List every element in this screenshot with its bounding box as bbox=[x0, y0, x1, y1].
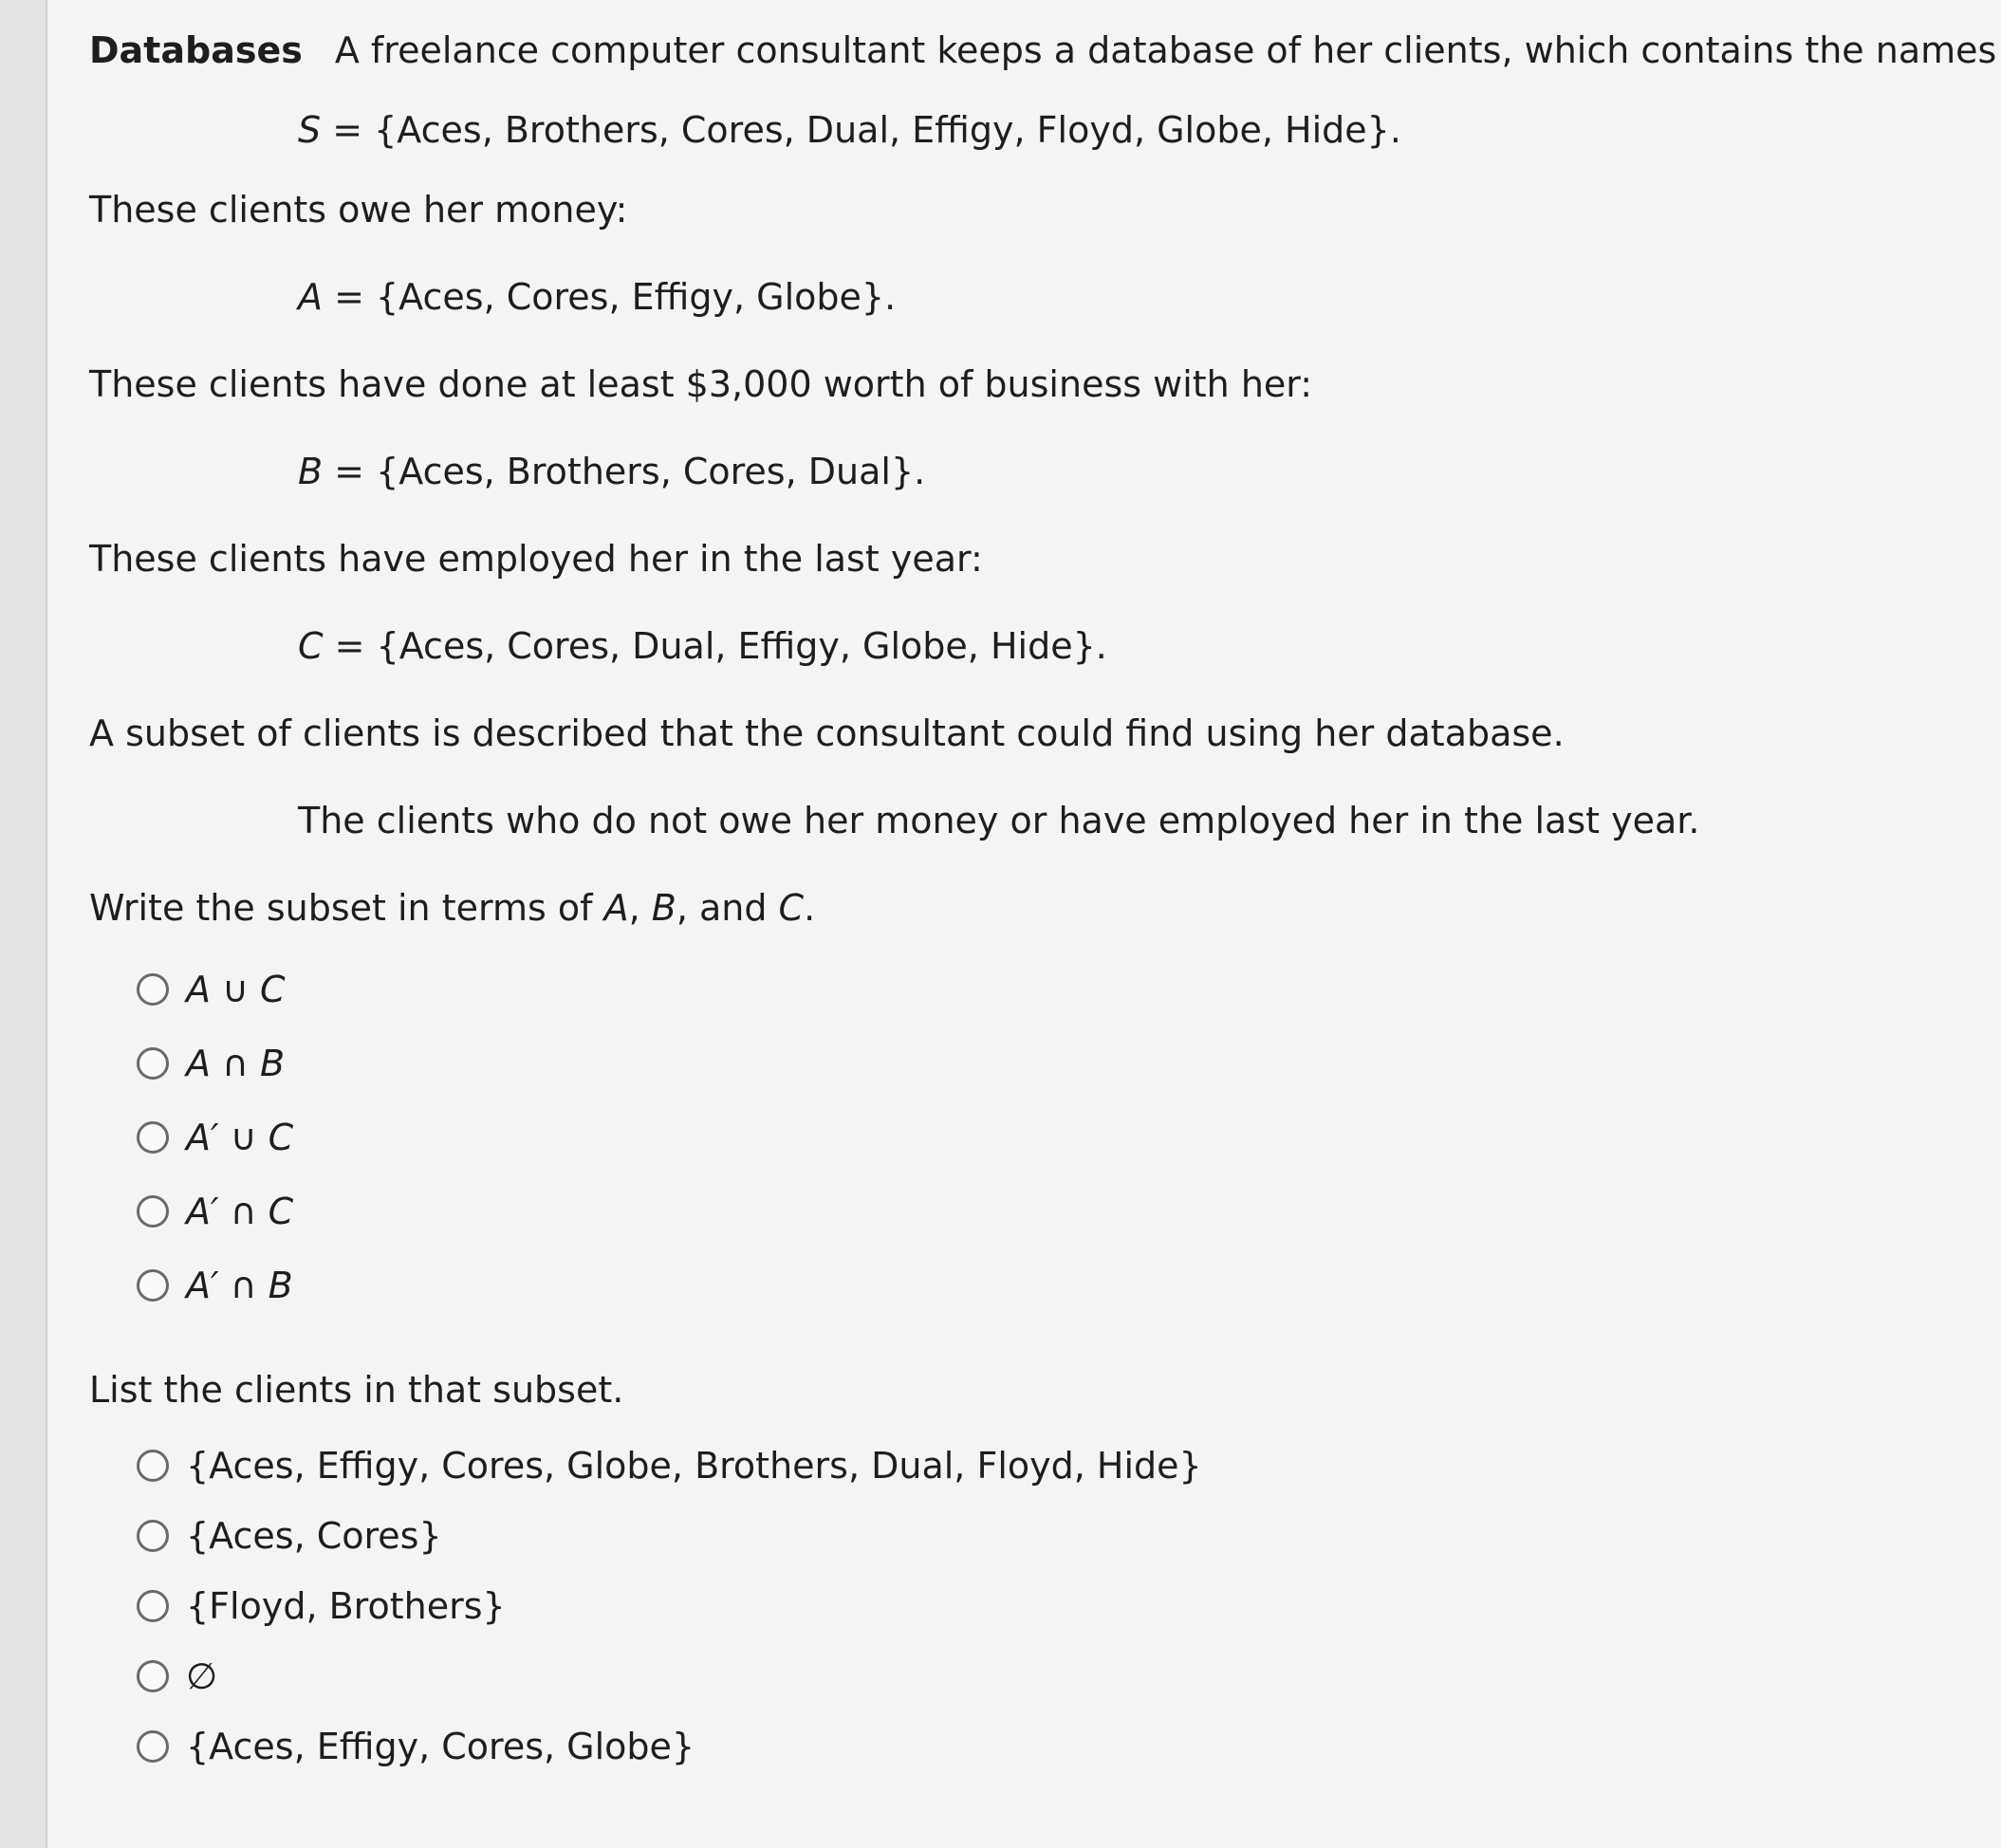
q2-option-label: {Aces, Effigy, Cores, Globe, Brothers, Dual, Floyd, Hide} bbox=[186, 1445, 1202, 1487]
question-content bbox=[89, 28, 1997, 1782]
q1-option-label: A ∩ B bbox=[186, 1043, 286, 1084]
topic-label: Databases bbox=[89, 29, 303, 71]
owe-text: These clients owe her money: bbox=[89, 189, 628, 231]
set-s bbox=[89, 108, 1987, 152]
q1-option-3[interactable] bbox=[137, 1100, 1987, 1174]
radio-button-icon[interactable] bbox=[137, 1590, 169, 1622]
question-page bbox=[46, 0, 2001, 1848]
radio-button-icon[interactable] bbox=[137, 1730, 169, 1763]
q1-sep2: , and bbox=[676, 887, 779, 929]
set-b-elements: = {Aces, Brothers, Cores, Dual}. bbox=[323, 451, 926, 492]
q1-option-label: A′ ∩ C bbox=[186, 1191, 294, 1232]
intro-text: A freelance computer consultant keeps a database of her clients, which contains the names bbox=[334, 29, 1997, 71]
q1-var-b: B bbox=[651, 887, 676, 929]
q1-option-1[interactable] bbox=[137, 952, 1987, 1026]
question1-options bbox=[89, 952, 1987, 1322]
radio-button-icon[interactable] bbox=[137, 1269, 169, 1302]
radio-button-icon[interactable] bbox=[137, 1660, 169, 1692]
q1-option-label: A ∪ C bbox=[186, 969, 286, 1010]
q1-prompt-text: Write the subset in terms of bbox=[89, 887, 604, 929]
q1-option-label: A′ ∩ B bbox=[186, 1265, 293, 1306]
set-c-elements: = {Aces, Cores, Dual, Effigy, Globe, Hide}. bbox=[323, 625, 1107, 667]
question2-prompt: List the clients in that subset. bbox=[89, 1369, 624, 1411]
business-text: These clients have done at least $3,000 worth of business with her: bbox=[89, 363, 1313, 405]
q2-option-1[interactable] bbox=[137, 1431, 1987, 1501]
q2-option-4[interactable] bbox=[137, 1641, 1987, 1711]
subset-text: A subset of clients is described that the consultant could find using her database. bbox=[89, 712, 1565, 754]
subset-description: The clients who do not owe her money or have employed her in the last year. bbox=[298, 800, 1700, 841]
radio-button-icon[interactable] bbox=[137, 1520, 169, 1552]
employed-text: These clients have employed her in the last year: bbox=[89, 538, 983, 580]
q1-option-2[interactable] bbox=[137, 1026, 1987, 1100]
radio-button-icon[interactable] bbox=[137, 1195, 169, 1228]
q2-option-2[interactable] bbox=[137, 1501, 1987, 1571]
q1-var-c: C bbox=[778, 887, 805, 929]
question1-prompt bbox=[89, 886, 1987, 930]
q2-option-label: {Floyd, Brothers} bbox=[186, 1585, 506, 1627]
set-b-variable: B bbox=[298, 451, 324, 492]
q1-var-a: A bbox=[603, 887, 629, 929]
q2-option-5[interactable] bbox=[137, 1711, 1987, 1782]
set-c-variable: C bbox=[298, 625, 324, 667]
radio-button-icon[interactable] bbox=[137, 973, 169, 1006]
q2-option-label: {Aces, Effigy, Cores, Globe} bbox=[186, 1726, 695, 1767]
q2-option-3[interactable] bbox=[137, 1571, 1987, 1641]
set-s-elements: = {Aces, Brothers, Cores, Dual, Effigy, Floyd, Globe, Hide}. bbox=[321, 109, 1401, 151]
question2-options bbox=[89, 1431, 1987, 1782]
set-b bbox=[89, 450, 1987, 493]
set-a-elements: = {Aces, Cores, Effigy, Globe}. bbox=[323, 276, 897, 318]
q1-sep1: , bbox=[628, 887, 652, 929]
set-c bbox=[89, 624, 1987, 668]
set-a bbox=[89, 275, 1987, 319]
radio-button-icon[interactable] bbox=[137, 1047, 169, 1080]
q1-end: . bbox=[804, 887, 816, 929]
q1-option-label: A′ ∪ C bbox=[186, 1117, 294, 1158]
radio-button-icon[interactable] bbox=[137, 1450, 169, 1482]
problem-intro bbox=[89, 28, 1997, 72]
set-a-variable: A bbox=[298, 276, 323, 318]
q1-option-5[interactable] bbox=[137, 1248, 1987, 1322]
q2-option-label: {Aces, Cores} bbox=[186, 1515, 442, 1557]
radio-button-icon[interactable] bbox=[137, 1121, 169, 1154]
q2-option-label: ∅ bbox=[186, 1655, 218, 1697]
set-s-variable: S bbox=[298, 109, 322, 151]
q1-option-4[interactable] bbox=[137, 1174, 1987, 1248]
